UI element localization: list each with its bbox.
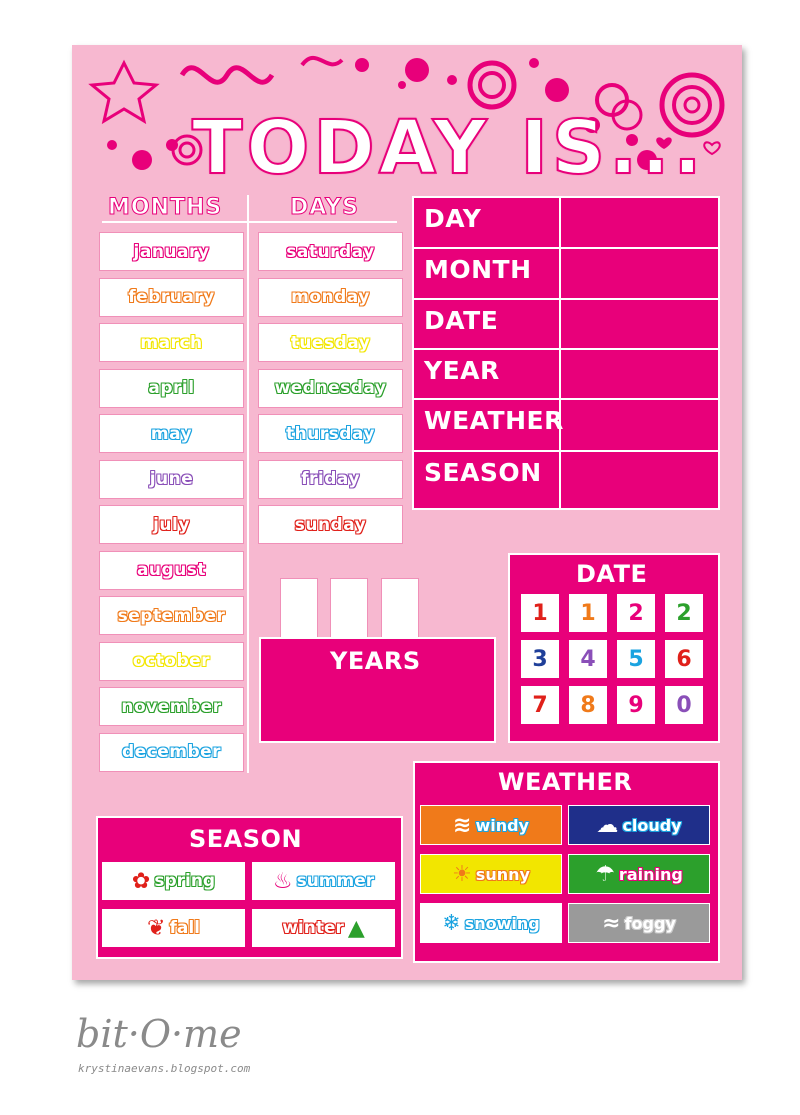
info-row-slot[interactable] [561, 348, 716, 398]
years-title: YEARS [330, 647, 421, 675]
info-row-slot[interactable] [561, 298, 716, 348]
month-card[interactable]: may [99, 414, 244, 453]
info-row-label: YEAR [424, 356, 500, 385]
date-digit-tile[interactable]: 1 [520, 593, 560, 633]
swirl-line-icon [182, 68, 272, 82]
info-row-label: SEASON [424, 458, 542, 487]
info-row-label: DAY [424, 204, 482, 233]
ice-cream-icon: ♨ [272, 868, 293, 894]
weather-tile[interactable] [420, 854, 562, 894]
day-card[interactable]: friday [258, 460, 403, 499]
info-row-slot[interactable] [561, 196, 716, 247]
weather-panel-title: WEATHER [498, 768, 633, 796]
weather-tile[interactable] [568, 805, 710, 845]
month-card[interactable]: march [99, 323, 244, 362]
season-card[interactable] [252, 862, 395, 900]
date-digit-tile[interactable]: 7 [520, 685, 560, 725]
swirl-icon-2 [470, 63, 514, 107]
dot-icon [132, 150, 152, 170]
wind-icon: ≋ [453, 812, 472, 838]
date-digit-tile[interactable]: 8 [568, 685, 608, 725]
month-card[interactable]: november [99, 687, 244, 726]
info-row-label: WEATHER [424, 406, 564, 435]
month-card[interactable]: february [99, 278, 244, 317]
column-divider [247, 195, 249, 773]
weather-tile[interactable] [420, 805, 562, 845]
brand-url: krystinaevans.blogspot.com [78, 1062, 251, 1075]
weather-tile-label: foggy [624, 913, 676, 933]
snowflake-icon: ❄ [442, 910, 461, 936]
month-card[interactable]: october [99, 642, 244, 681]
month-card[interactable]: july [99, 505, 244, 544]
day-card[interactable]: sunday [258, 505, 403, 544]
year-tab-1[interactable] [280, 578, 318, 640]
sun-icon: ☀ [452, 861, 472, 887]
season-card[interactable] [102, 862, 245, 900]
date-digit-tile[interactable]: 6 [664, 639, 704, 679]
info-row-slot[interactable] [561, 450, 716, 502]
date-digit-tile[interactable]: 4 [568, 639, 608, 679]
month-card[interactable]: december [99, 733, 244, 772]
weather-tile[interactable] [568, 854, 710, 894]
season-card-label: winter [282, 918, 344, 938]
day-card[interactable]: saturday [258, 232, 403, 271]
weather-tile[interactable] [568, 903, 710, 943]
season-card[interactable] [102, 909, 245, 947]
date-digit-tile[interactable]: 1 [568, 593, 608, 633]
season-card-label: spring [154, 871, 216, 891]
page-title: TODAY IS... [192, 105, 706, 191]
date-panel-title: DATE [576, 560, 648, 588]
days-header: DAYS [290, 195, 359, 220]
weather-tile-label: cloudy [622, 815, 682, 835]
weather-tile-label: sunny [475, 864, 530, 884]
month-card[interactable]: june [99, 460, 244, 499]
info-row-slot[interactable] [561, 398, 716, 450]
date-digit-tile[interactable]: 2 [616, 593, 656, 633]
date-digit-tile[interactable]: 9 [616, 685, 656, 725]
weather-tile[interactable] [420, 903, 562, 943]
date-digit-tile[interactable]: 3 [520, 639, 560, 679]
fog-icon: ≈ [602, 910, 621, 936]
day-card[interactable]: thursday [258, 414, 403, 453]
date-digit-tile[interactable]: 2 [664, 593, 704, 633]
month-card[interactable]: august [99, 551, 244, 590]
season-panel-title: SEASON [189, 825, 303, 853]
day-card[interactable]: monday [258, 278, 403, 317]
weather-tile-label: windy [475, 815, 529, 835]
weather-tile-label: raining [618, 864, 683, 884]
month-card[interactable]: january [99, 232, 244, 271]
day-card[interactable]: tuesday [258, 323, 403, 362]
day-card[interactable]: wednesday [258, 369, 403, 408]
umbrella-icon: ☂ [595, 861, 615, 887]
season-card-label: fall [169, 918, 200, 938]
month-card[interactable]: september [99, 596, 244, 635]
date-digit-tile[interactable]: 5 [616, 639, 656, 679]
star-icon [92, 63, 156, 121]
cloud-icon: ☁ [596, 812, 619, 838]
year-tab-2[interactable] [330, 578, 368, 640]
info-row-slot[interactable] [561, 247, 716, 298]
months-header: MONTHS [108, 195, 223, 220]
month-card[interactable]: april [99, 369, 244, 408]
leaf-icon: ❦ [147, 915, 166, 941]
weather-tile-label: snowing [464, 913, 540, 933]
swirl-line-icon-2 [302, 58, 342, 65]
calendar-board [72, 45, 742, 980]
date-digit-tile[interactable]: 0 [664, 685, 704, 725]
flower-icon: ✿ [131, 868, 151, 894]
season-card[interactable] [252, 909, 395, 947]
year-tab-3[interactable] [381, 578, 419, 640]
brand-logo: bit·O·me [76, 1012, 242, 1056]
info-row-label: MONTH [424, 255, 532, 284]
tree-icon: ▲ [347, 915, 365, 941]
info-row-label: DATE [424, 306, 499, 335]
header-underline [102, 221, 397, 223]
season-card-label: summer [296, 871, 375, 891]
